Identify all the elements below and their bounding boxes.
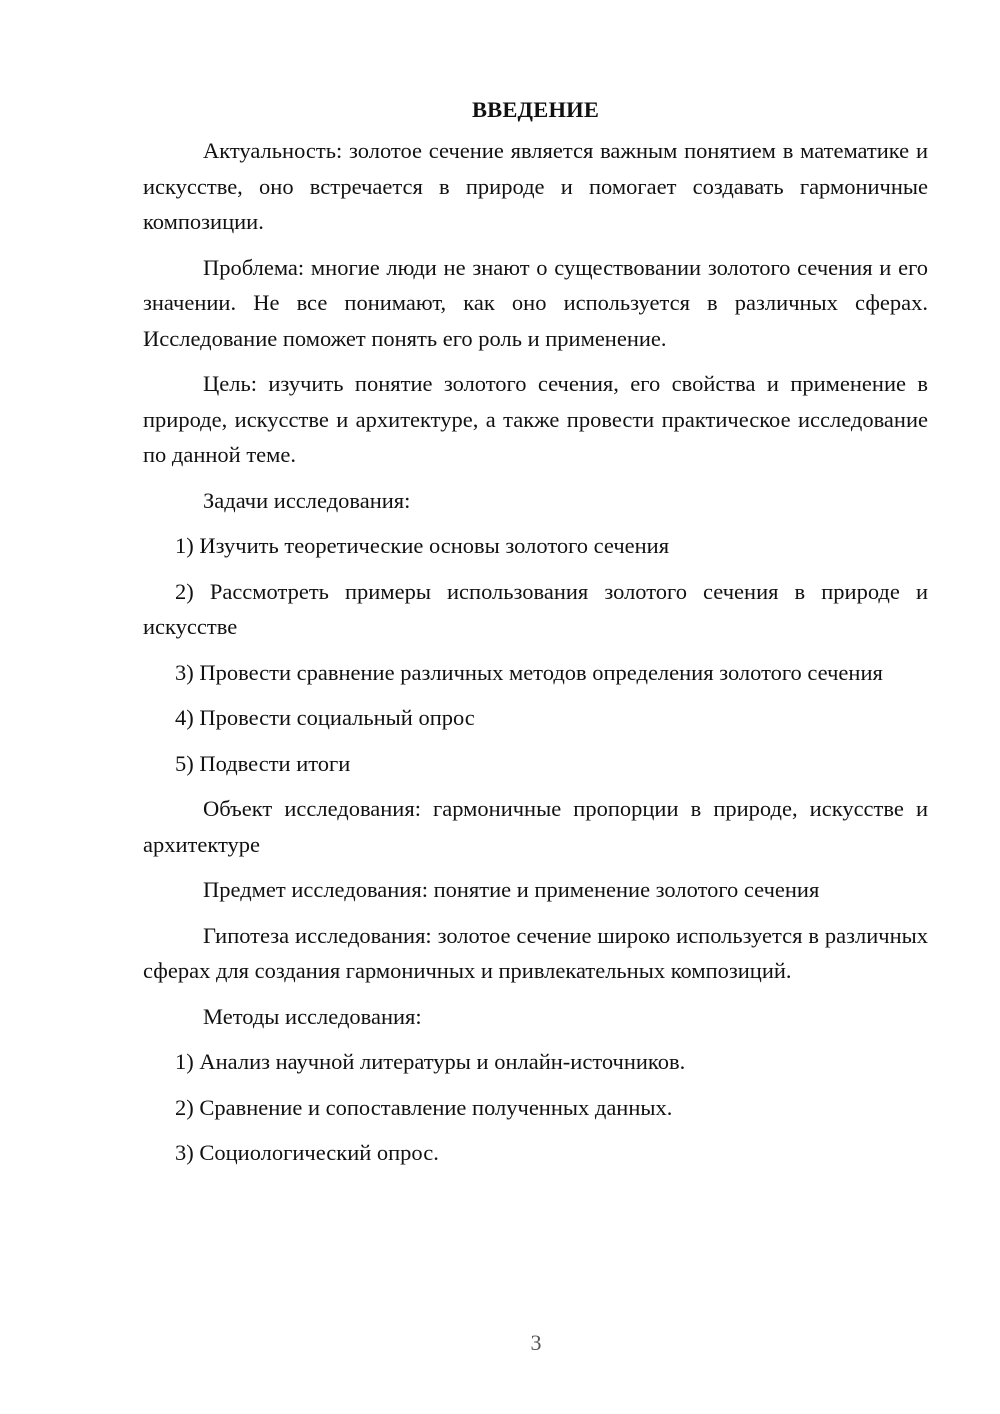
task-item: 1) Изучить теоретические основы золотого сечения xyxy=(175,533,670,558)
task-item: 4) Провести социальный опрос xyxy=(175,705,475,730)
method-item: 3) Социологический опрос. xyxy=(175,1140,439,1165)
subject-paragraph: Предмет исследования: понятие и применение золотого сечения xyxy=(203,877,820,902)
page-number: 3 xyxy=(530,1330,542,1355)
methods-heading: Методы исследования: xyxy=(203,1003,422,1029)
object-paragraph: Объект исследования: гармоничные пропорции в природе, искусстве и архитектуре xyxy=(143,796,928,857)
task-item: 2) Рассмотреть примеры использования золотого сечения в природе и искусстве xyxy=(143,578,928,639)
tasks-heading: Задачи исследования: xyxy=(203,487,411,513)
task-item: 3) Провести сравнение различных методов определения золотого сечения xyxy=(175,659,883,685)
method-item: 1) Анализ научной литературы и онлайн-источников. xyxy=(175,1049,686,1074)
document-page xyxy=(143,92,928,1181)
problem-paragraph: Проблема: многие люди не знают о существовании золотого сечения и его значении. Не все понимают, как оно используется в различных сферах. Исследование поможет понять его роль и применение. xyxy=(143,254,928,351)
section-title: ВВЕДЕНИЕ xyxy=(471,97,600,122)
goal-paragraph: Цель: изучить понятие золотого сечения, его свойства и применение в природе, искусстве и архитектуре, а также провести практическое исследование по данной теме. xyxy=(143,371,928,467)
hypothesis-paragraph: Гипотеза исследования: золотое сечение широко используется в различных сферах для создания гармоничных и привлекательных композиций. xyxy=(143,922,928,983)
relevance-paragraph: Актуальность: золотое сечение является важным понятием в математике и искусстве, оно встречается в природе и помогает создавать гармоничные композиции. xyxy=(143,138,928,234)
task-item: 5) Подвести итоги xyxy=(175,750,351,776)
method-item: 2) Сравнение и сопоставление полученных данных. xyxy=(175,1094,673,1120)
